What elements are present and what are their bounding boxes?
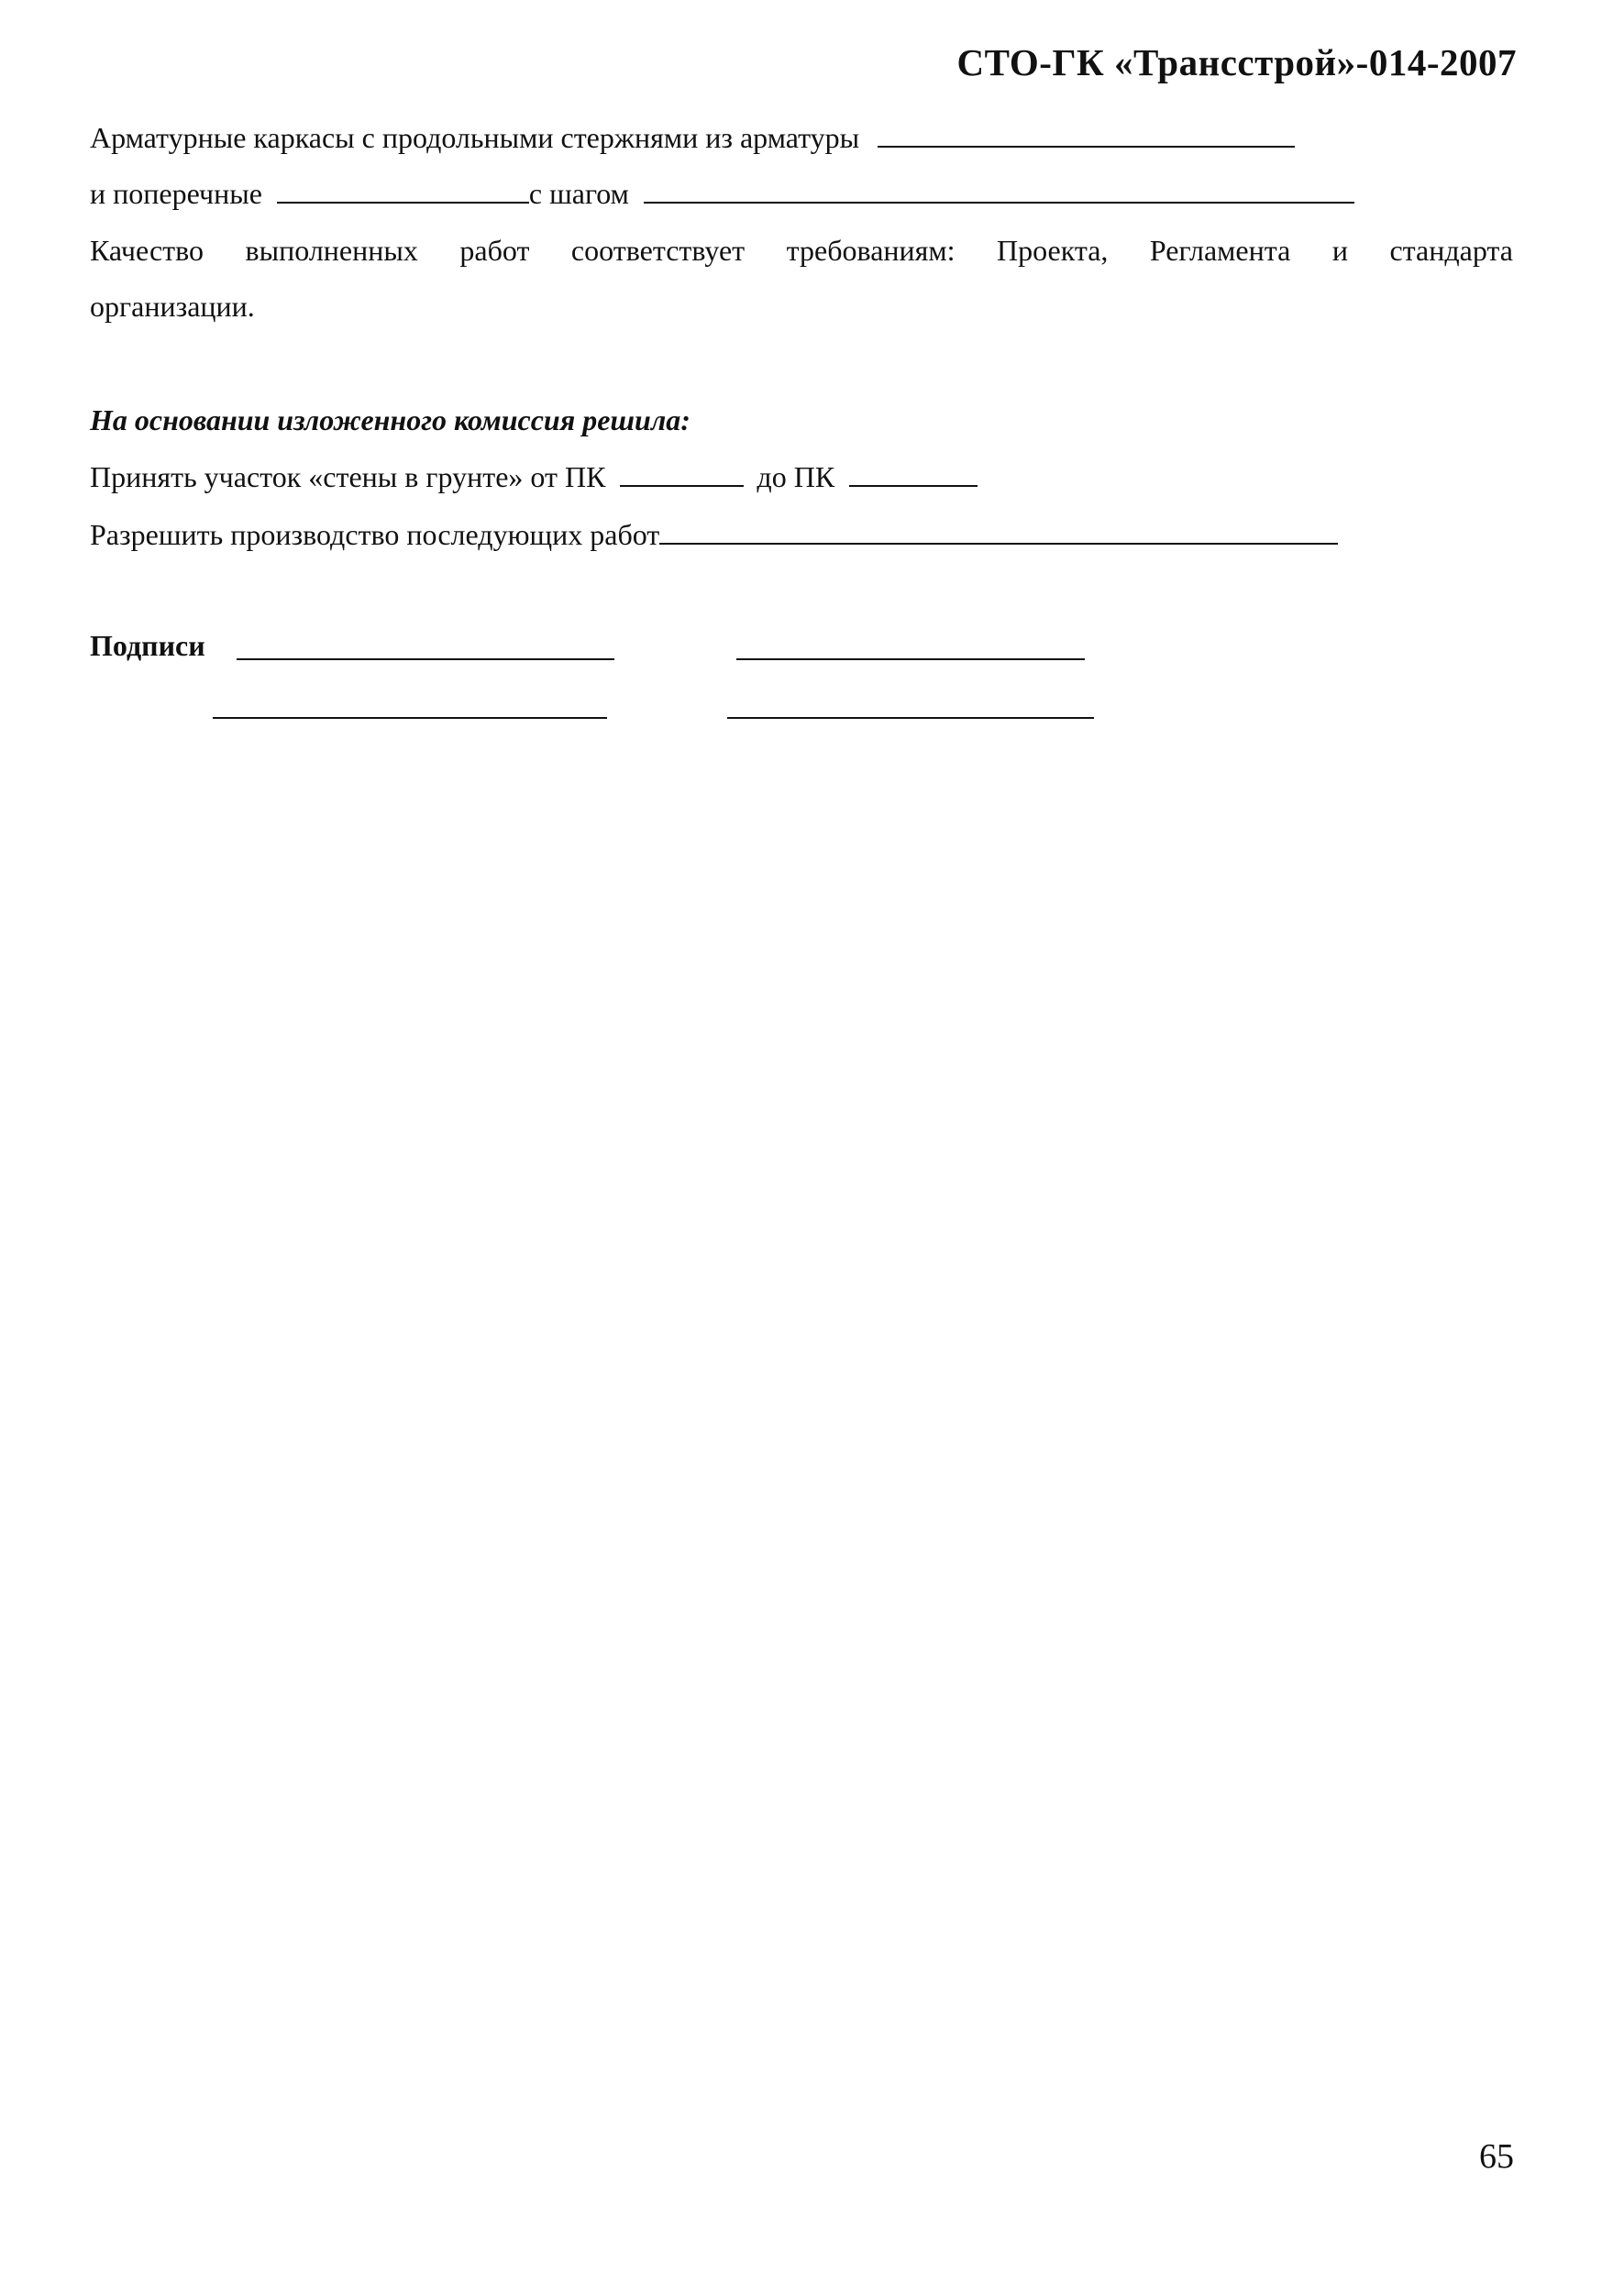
signatures-label: Подписи [90,629,205,662]
transverse-label: и поперечные [90,177,262,210]
pk-from-blank[interactable] [620,463,744,487]
quality-line-2: организации. [90,290,255,323]
armature-line [90,119,1295,156]
step-label: с шагом [528,177,629,210]
armature-label: Арматурные каркасы с продольными стержнями из арматуры [90,121,860,154]
transverse-line [90,175,1354,212]
step-blank[interactable] [644,180,1354,204]
page-number: 65 [1479,2137,1514,2176]
permit-label: Разрешить производство последующих работ [90,518,660,551]
accept-line [90,458,978,495]
transverse-blank[interactable] [277,180,529,204]
quality-line-1: Качество выполненных работ соответствует требованиям: Проекта, Регламента и стандарта [90,234,1513,267]
pk-to-blank[interactable] [849,463,978,487]
signature-line-4[interactable] [727,717,1094,719]
permit-blank[interactable] [659,521,1338,545]
signature-line-2[interactable] [736,658,1085,660]
signature-line-3[interactable] [213,717,607,719]
armature-blank[interactable] [878,124,1295,148]
accept-to-label: до ПК [757,460,835,493]
permit-line [90,516,1338,553]
decision-heading: На основании изложенного комиссия решила: [90,403,690,436]
document-code: СТО-ГК «Трансстрой»-014-2007 [956,41,1517,83]
accept-label: Принять участок «стены в грунте» от ПК [90,460,606,493]
signature-line-1[interactable] [237,658,614,660]
